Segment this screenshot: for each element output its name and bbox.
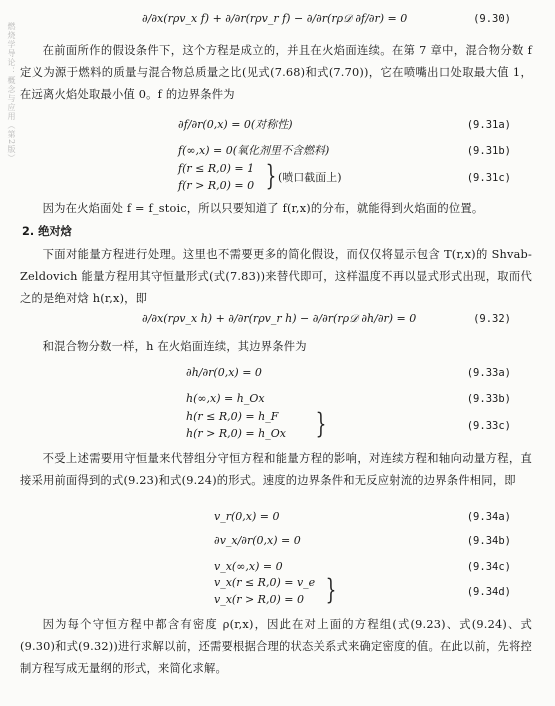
equation-number: (9.33c) <box>466 420 511 432</box>
equation-number: (9.31a) <box>466 119 511 131</box>
equation-formula: ∂f/∂r(0,x) = 0(对称性) <box>178 118 293 131</box>
equation-number: (9.33b) <box>466 393 511 405</box>
equation-number: (9.34b) <box>466 535 511 547</box>
equation-line-1: h(r ≤ R,0) = h_F <box>186 410 279 423</box>
equation-9-34d <box>0 574 555 610</box>
paragraph-6: 因为每个守恒方程中都含有密度 ρ(r,x)，因此在对上面的方程组(式(9.23)、式(9.24)、式(9.30)和式(9.32))进行求解以前，还需要根据合理的状态关系式来确定密度的值。在此以前，先将控制方程写成无量纲的形式，来简化求解。 <box>20 618 532 675</box>
margin-watermark: 燃烧学导论：概念与应用（第2版） <box>7 22 16 164</box>
equation-formula: v_r(0,x) = 0 <box>214 510 280 523</box>
equation-9-32 <box>0 310 555 330</box>
equation-line-2: h(r > R,0) = h_Ox <box>186 427 286 440</box>
section-heading: 2. 绝对焓 <box>22 225 72 238</box>
equation-line-1: v_x(r ≤ R,0) = v_e <box>214 576 316 589</box>
equation-number: (9.30) <box>473 13 511 25</box>
paragraph-1: 在前面所作的假设条件下，这个方程是成立的，并且在火焰面连续。在第 7 章中，混合物分数 f 定义为源于燃料的质量与混合物总质量之比(见式(7.68)和式(7.70))，它在喷嘴出口处取最大值 1，在远离火焰处取最小值 0。f 的边界条件为 <box>20 44 532 101</box>
equation-number: (9.31c) <box>466 172 511 184</box>
equation-formula: h(∞,x) = h_Ox <box>186 392 265 405</box>
equation-9-31a <box>0 116 555 136</box>
equation-number: (9.34d) <box>466 586 511 598</box>
paragraph-5: 不受上述需要用守恒量来代替组分守恒方程和能量方程的影响，对连续方程和轴向动量方程，直接采用前面得到的式(9.23)和式(9.24)的形式。速度的边界条件和无反应射流的边界条件相同，即 <box>20 452 532 487</box>
paragraph-4: 和混合物分数一样，h 在火焰面连续，其边界条件为 <box>42 340 307 353</box>
equation-line-1: f(r ≤ R,0) = 1 <box>178 162 255 175</box>
equation-number: (9.34a) <box>466 511 511 523</box>
equation-9-31c <box>0 160 555 196</box>
equation-number: (9.32) <box>473 313 511 325</box>
equation-formula: v_x(∞,x) = 0 <box>214 560 283 573</box>
equation-formula: ∂h/∂r(0,x) = 0 <box>186 366 262 379</box>
equation-9-34a <box>0 508 555 528</box>
right-brace: } <box>265 159 277 192</box>
equation-formula: ∂/∂x(rρv_x h) + ∂/∂r(rρv_r h) − ∂/∂r(rρ𝒟 ∂h/∂r) = 0 <box>142 312 417 325</box>
equation-note: (喷口截面上) <box>278 171 342 184</box>
equation-number: (9.34c) <box>466 561 511 573</box>
equation-9-31b <box>0 142 555 162</box>
paragraph-3: 下面对能量方程进行处理。这里也不需要更多的简化假设，而仅仅将显示包含 T(r,x)的 Shvab-Zeldovich 能量方程用其守恒量形式(式(7.83))来替代即可，这样温度不再以显式形式出现，取而代之的是绝对焓 h(r,x)，即 <box>20 248 532 305</box>
equation-line-2: v_x(r > R,0) = 0 <box>214 593 304 606</box>
equation-formula: ∂v_x/∂r(0,x) = 0 <box>214 534 301 547</box>
equation-9-30 <box>0 10 555 30</box>
equation-9-33a <box>0 364 555 384</box>
equation-9-33b <box>0 390 555 410</box>
equation-formula: f(∞,x) = 0(氧化剂里不含燃料) <box>178 144 330 157</box>
paragraph-2: 因为在火焰面处 f = f_stoic，所以只要知道了 f(r,x)的分布，就能得到火焰面的位置。 <box>42 202 484 215</box>
equation-number: (9.31b) <box>466 145 511 157</box>
right-brace: } <box>325 573 337 606</box>
equation-number: (9.33a) <box>466 367 511 379</box>
equation-9-34b <box>0 532 555 552</box>
equation-formula: ∂/∂x(rρv_x f) + ∂/∂r(rρv_r f) − ∂/∂r(rρ𝒟 ∂f/∂r) = 0 <box>142 12 408 25</box>
equation-line-2: f(r > R,0) = 0 <box>178 179 255 192</box>
equation-9-33c <box>0 408 555 444</box>
right-brace: } <box>315 407 327 440</box>
